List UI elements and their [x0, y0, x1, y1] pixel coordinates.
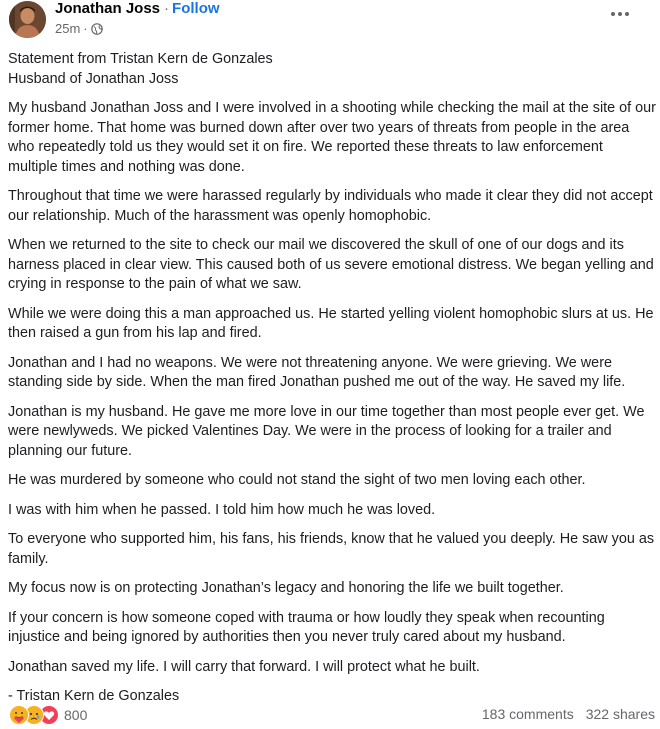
globe-icon[interactable]	[91, 23, 103, 35]
meta-separator: ·	[83, 21, 88, 36]
post-paragraph: To everyone who supported him, his fans, his friends, know that he valued you deeply. He saw you as family.	[8, 531, 655, 567]
post-paragraph: My focus now is on protecting Jonathan’s legacy and honoring the life we built together.	[8, 580, 564, 596]
author-avatar[interactable]	[9, 1, 46, 38]
post-footer	[9, 705, 655, 727]
author-line	[55, 0, 220, 17]
post-paragraph: If your concern is how someone coped with trauma or how loudly they speak when recounting injustice and being ignored by authorities then you never truly cared about my husband.	[8, 609, 605, 645]
post-paragraph: While we were doing this a man approached us. He started yelling violent homophobic slurs at us. He then raised a gun from his lap and fired.	[8, 305, 654, 341]
post-paragraph: When we returned to the site to check our mail we discovered the skull of one of our dogs and its harness placed in clear view. This caused both of us severe emotional distress. We began yelling and crying in response to the pain of what we saw.	[8, 237, 654, 292]
post-header	[9, 0, 649, 40]
post-paragraph: Jonathan is my husband. He gave me more love in our time together than most people ever get. We were newlyweds. We picked Valentines Day. We were in the process of looking for a trailer and planning our future.	[8, 403, 645, 459]
post-paragraph: My husband Jonathan Joss and I were involved in a shooting while checking the mail at the site of our former home. That home was burned down after over two years of threats from people in the area who repeatedly told us they would set it on fire. We reported these threats to law enforcement multiple times and nothing was done.	[8, 100, 656, 175]
author-separator: ·	[164, 0, 170, 17]
post-paragraph: Jonathan and I had no weapons. We were not threatening anyone. We were grieving. We were standing side by side. When the man fired Jonathan pushed me out of the way. He saved my life.	[8, 354, 626, 390]
post-paragraph: Jonathan saved my life. I will carry that forward. I will protect what he built.	[8, 658, 480, 675]
care-reaction-icon	[9, 705, 29, 725]
engagement-stats	[482, 706, 655, 722]
post-paragraph: He was murdered by someone who could not stand the sight of two men loving each other.	[8, 472, 586, 488]
shares-count[interactable]: 322 shares	[585, 706, 655, 722]
follow-button[interactable]: Follow	[172, 0, 220, 17]
post-paragraph: Throughout that time we were harassed regularly by individuals who made it clear they did not accept our relationship. Much of the harassment was openly homophobic.	[8, 188, 653, 224]
comments-count[interactable]: 183 comments	[481, 706, 574, 722]
reactions-summary[interactable]	[9, 705, 87, 725]
post-paragraph: I was with him when he passed. I told him how much he was loved.	[8, 501, 436, 518]
post-paragraph: Statement from Tristan Kern de Gonzales Husband of Jonathan Joss	[8, 51, 273, 87]
reaction-count[interactable]: 800	[64, 707, 88, 723]
post-timestamp[interactable]: 25m	[55, 21, 81, 36]
post-meta	[55, 21, 103, 36]
author-name[interactable]: Jonathan Joss	[55, 0, 161, 17]
post-signature: - Tristan Kern de Gonzales	[8, 688, 180, 704]
post-body	[8, 50, 656, 717]
more-options-icon[interactable]	[609, 4, 631, 24]
